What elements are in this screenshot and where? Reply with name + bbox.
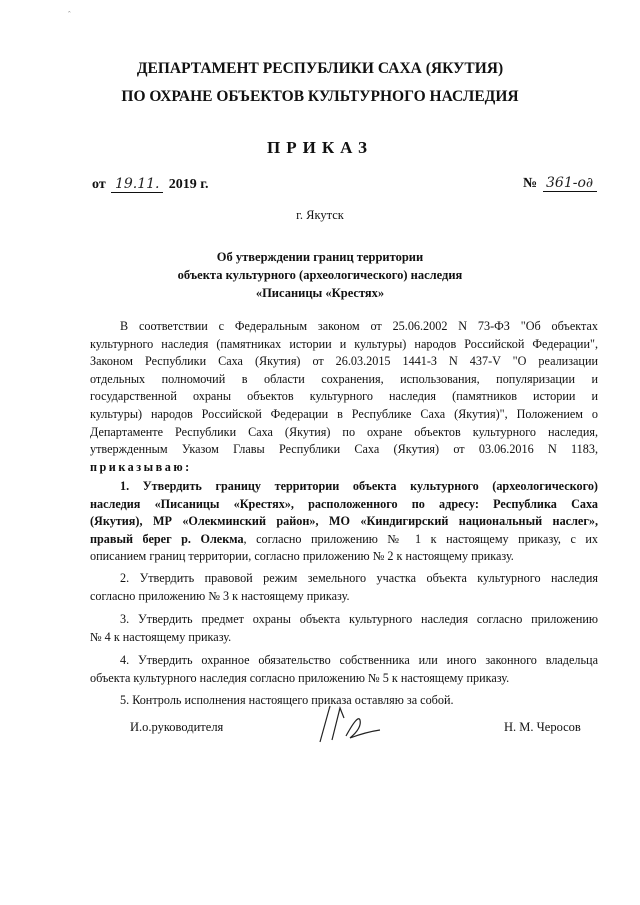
subject-line-1: Об утверждении границ территории	[216, 250, 424, 264]
date-handwritten: 19.11.	[111, 176, 163, 193]
order-items	[90, 478, 598, 709]
preamble	[90, 318, 598, 476]
signatory-position: И.о.руководителя	[130, 720, 224, 734]
header-line-2: ПО ОХРАНЕ ОБЪЕКТОВ КУЛЬТУРНОГО НАСЛЕДИЯ	[121, 88, 519, 105]
preamble-line: государственной охраны объектов культурного наследия (памятников истории и	[90, 389, 598, 404]
preamble-line: Законом Республики Саха (Якутия) от 26.03.2015 1441-З N 437-V "О реализации	[90, 354, 598, 369]
item-1-line-rest: , согласно приложению № 1 к настоящему приказу, с их	[243, 531, 599, 546]
item-5-line: 5. Контроль исполнения настоящего приказа оставляю за собой.	[120, 692, 454, 707]
subject-line-2: объекта культурного (археологического) наследия	[177, 268, 463, 282]
preamble-line: Департаменте Республики Саха (Якутия) по охране объектов культурного наследия,	[90, 424, 598, 439]
item-4-line: 4. Утвердить охранное обязательство собственника или иного законного владельца	[120, 653, 598, 668]
item-1-location: правый берег р. Олекма	[90, 531, 244, 546]
item-1-line: (Якутия), МР «Олекминский район», МО «Киндигирский национальный наслег»,	[90, 514, 598, 529]
scan-mark: ˆ	[68, 10, 71, 19]
item-2-line: 2. Утвердить правовой режим земельного участка объекта культурного наследия	[120, 570, 598, 585]
header-line-1: ДЕПАРТАМЕНТ РЕСПУБЛИКИ САХА (ЯКУТИЯ)	[136, 60, 504, 77]
item-1-line	[90, 531, 598, 549]
signatory-name: Н. М. Черосов	[504, 720, 581, 734]
subject-line-3: «Писаницы «Крестях»	[255, 286, 385, 300]
document-title: ПРИКАЗ	[267, 138, 373, 157]
order-word: приказываю:	[90, 459, 192, 474]
preamble-line: культуры) народов Российской Федерации в Республике Саха (Якутия)", Положением о	[90, 406, 598, 421]
item-2-line: согласно приложению № 3 к настоящему приказу.	[90, 588, 350, 603]
item-1-line: описанием границ территории, согласно приложению № 2 к настоящему приказу.	[90, 549, 514, 564]
date-year: 2019 г.	[168, 177, 209, 192]
item-3-line: 3. Утвердить предмет охраны объекта культурного наследия согласно приложению	[120, 612, 598, 627]
handwritten-signature	[300, 700, 390, 750]
item-1-line: наследия «Писаницы «Крестях», расположенного по адресу: Республика Саха	[90, 496, 598, 511]
number-handwritten: 361-о∂	[543, 175, 597, 192]
order-number	[523, 175, 597, 192]
preamble-line: культурного наследия (памятниках истории и культуры) народов Российской Федерации",	[90, 336, 598, 351]
city: г. Якутск	[296, 208, 344, 222]
order-date	[92, 176, 208, 193]
preamble-line: утвержденным Указом Главы Республики Саха (Якутия) от 03.06.2016 N 1183,	[90, 442, 598, 457]
item-1-line: 1. Утвердить границу территории объекта культурного (археологического)	[120, 479, 598, 493]
date-prefix: от	[92, 177, 106, 192]
preamble-line: В соответствии с Федеральным законом от 25.06.2002 N 73-ФЗ "Об объектах	[120, 319, 598, 333]
number-prefix: №	[523, 176, 538, 191]
preamble-line: отдельных полномочий в области сохранения, использования, популяризации и	[90, 371, 598, 386]
item-4-line: объекта культурного наследия согласно приложению № 5 к настоящему приказу.	[90, 670, 510, 685]
item-3-line: № 4 к настоящему приказу.	[90, 629, 232, 644]
